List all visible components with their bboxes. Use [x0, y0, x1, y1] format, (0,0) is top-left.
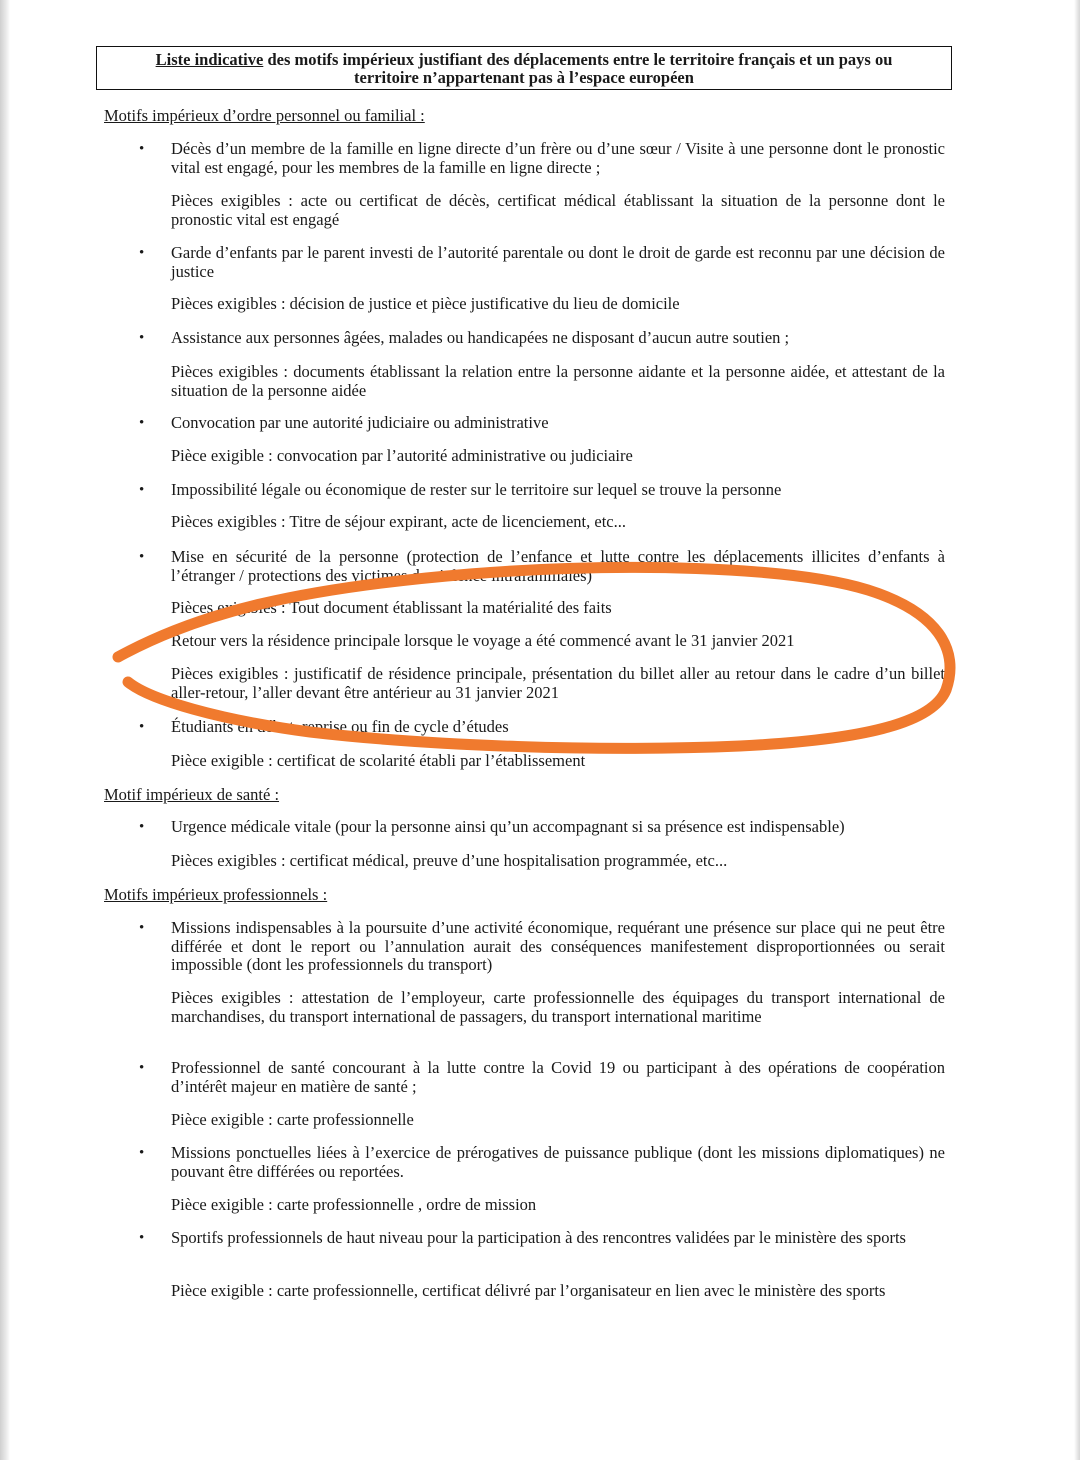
section-heading-personal: Motifs impérieux d’ordre personnel ou familial :: [104, 106, 425, 125]
bullet-icon: •: [139, 141, 145, 157]
bullet-icon: •: [139, 1145, 145, 1161]
bullet-icon: •: [139, 819, 145, 835]
pieces-item: Pièces exigibles : certificat médical, preuve d’une hospitalisation programmée, etc...: [171, 851, 728, 870]
title-underlined: Liste indicative: [155, 50, 264, 69]
pieces-item: Pièce exigible : convocation par l’autorité administrative ou judiciaire: [171, 446, 633, 465]
pieces-item: Pièce exigible : certificat de scolarité établi par l’établissement: [171, 751, 586, 770]
motif-item: Missions ponctuelles liées à l’exercice de prérogatives de puissance publique (dont les missions diplomatiques) ne pouvant être différées ou reportées.: [171, 1143, 945, 1181]
scan-frame-right: [1074, 0, 1080, 1460]
pieces-item: Pièces exigibles : acte ou certificat de décès, certificat médical établissant la situation de la personne dont le pronostic vital est engagé: [171, 191, 945, 229]
pieces-item: Pièce exigible : carte professionnelle: [171, 1110, 414, 1129]
pieces-item: Pièces exigibles : Titre de séjour expirant, acte de licenciement, etc...: [171, 512, 626, 531]
pieces-item: Pièces exigibles : attestation de l’employeur, carte professionnelle des équipages du transport international de marchandises, du transport international de passagers, du transport international maritime: [171, 988, 945, 1026]
motif-item-retour: Retour vers la résidence principale lorsque le voyage a été commencé avant le 31 janvier 2021: [171, 631, 795, 650]
bullet-icon: •: [139, 415, 145, 431]
motif-item: Étudiants en début, reprise ou fin de cycle d’études: [171, 717, 509, 736]
pieces-item: Pièces exigibles : documents établissant la relation entre la personne aidante et la personne aidée, et attestant de la situation de la personne aidée: [171, 362, 945, 400]
title-line2: territoire n’appartenant pas à l’espace européen: [354, 68, 694, 87]
scan-frame-left: [0, 0, 10, 1460]
bullet-icon: •: [139, 330, 145, 346]
motif-item: Impossibilité légale ou économique de rester sur le territoire sur lequel se trouve la personne: [171, 480, 782, 499]
bullet-icon: •: [139, 245, 145, 261]
motif-item: Assistance aux personnes âgées, malades ou handicapées ne disposant d’aucun autre soutien ;: [171, 328, 790, 347]
motif-item: Sportifs professionnels de haut niveau pour la participation à des rencontres validées par le ministère des sports: [171, 1228, 906, 1247]
pieces-item: Pièces exigibles : Tout document établissant la matérialité des faits: [171, 598, 612, 617]
motif-item: Convocation par une autorité judiciaire ou administrative: [171, 413, 549, 432]
bullet-icon: •: [139, 482, 145, 498]
pieces-item: Pièce exigible : carte professionnelle, certificat délivré par l’organisateur en lien avec le ministère des sports: [171, 1281, 886, 1300]
pieces-item-retour: Pièces exigibles : justificatif de résidence principale, présentation du billet aller au retour dans le cadre d’un billet aller-retour, l’aller devant être antérieur au 31 janvier 2021: [171, 664, 945, 702]
motif-item: Urgence médicale vitale (pour la personne ainsi qu’un accompagnant si sa présence est indispensable): [171, 817, 845, 836]
section-heading-health: Motif impérieux de santé :: [104, 785, 280, 804]
pieces-item: Pièces exigibles : décision de justice et pièce justificative du lieu de domicile: [171, 294, 680, 313]
bullet-icon: •: [139, 1060, 145, 1076]
bullet-icon: •: [139, 549, 145, 565]
motif-item: Mise en sécurité de la personne (protection de l’enfance et lutte contre les déplacements illicites d’enfants à l’étranger / protections des victimes de violence intrafamiliales): [171, 547, 945, 585]
title-line1: des motifs impérieux justifiant des déplacements entre le territoire français et un pays ou: [263, 50, 893, 69]
motif-item: Garde d’enfants par le parent investi de l’autorité parentale ou dont le droit de garde est reconnu par une décision de justice: [171, 243, 945, 281]
bullet-icon: •: [139, 719, 145, 735]
motif-item: Professionnel de santé concourant à la lutte contre la Covid 19 ou participant à des opérations de coopération d’intérêt majeur en matière de santé ;: [171, 1058, 945, 1096]
section-heading-professional: Motifs impérieux professionnels :: [104, 885, 328, 904]
document-title: [96, 46, 952, 90]
motif-item: Missions indispensables à la poursuite d’une activité économique, requérant une présence sur place qui ne peut être différée et dont le report ou l’annulation aurait des conséquences manifestement disproportionnées ou serait impossible (dont les professionnels du transport): [171, 918, 945, 974]
bullet-icon: •: [139, 920, 145, 936]
motif-item: Décès d’un membre de la famille en ligne directe d’un frère ou d’une sœur / Visite à une personne dont le pronostic vital est engagé, pour les membres de la famille en ligne directe ;: [171, 139, 945, 177]
bullet-icon: •: [139, 1230, 145, 1246]
pieces-item: Pièce exigible : carte professionnelle , ordre de mission: [171, 1195, 537, 1214]
